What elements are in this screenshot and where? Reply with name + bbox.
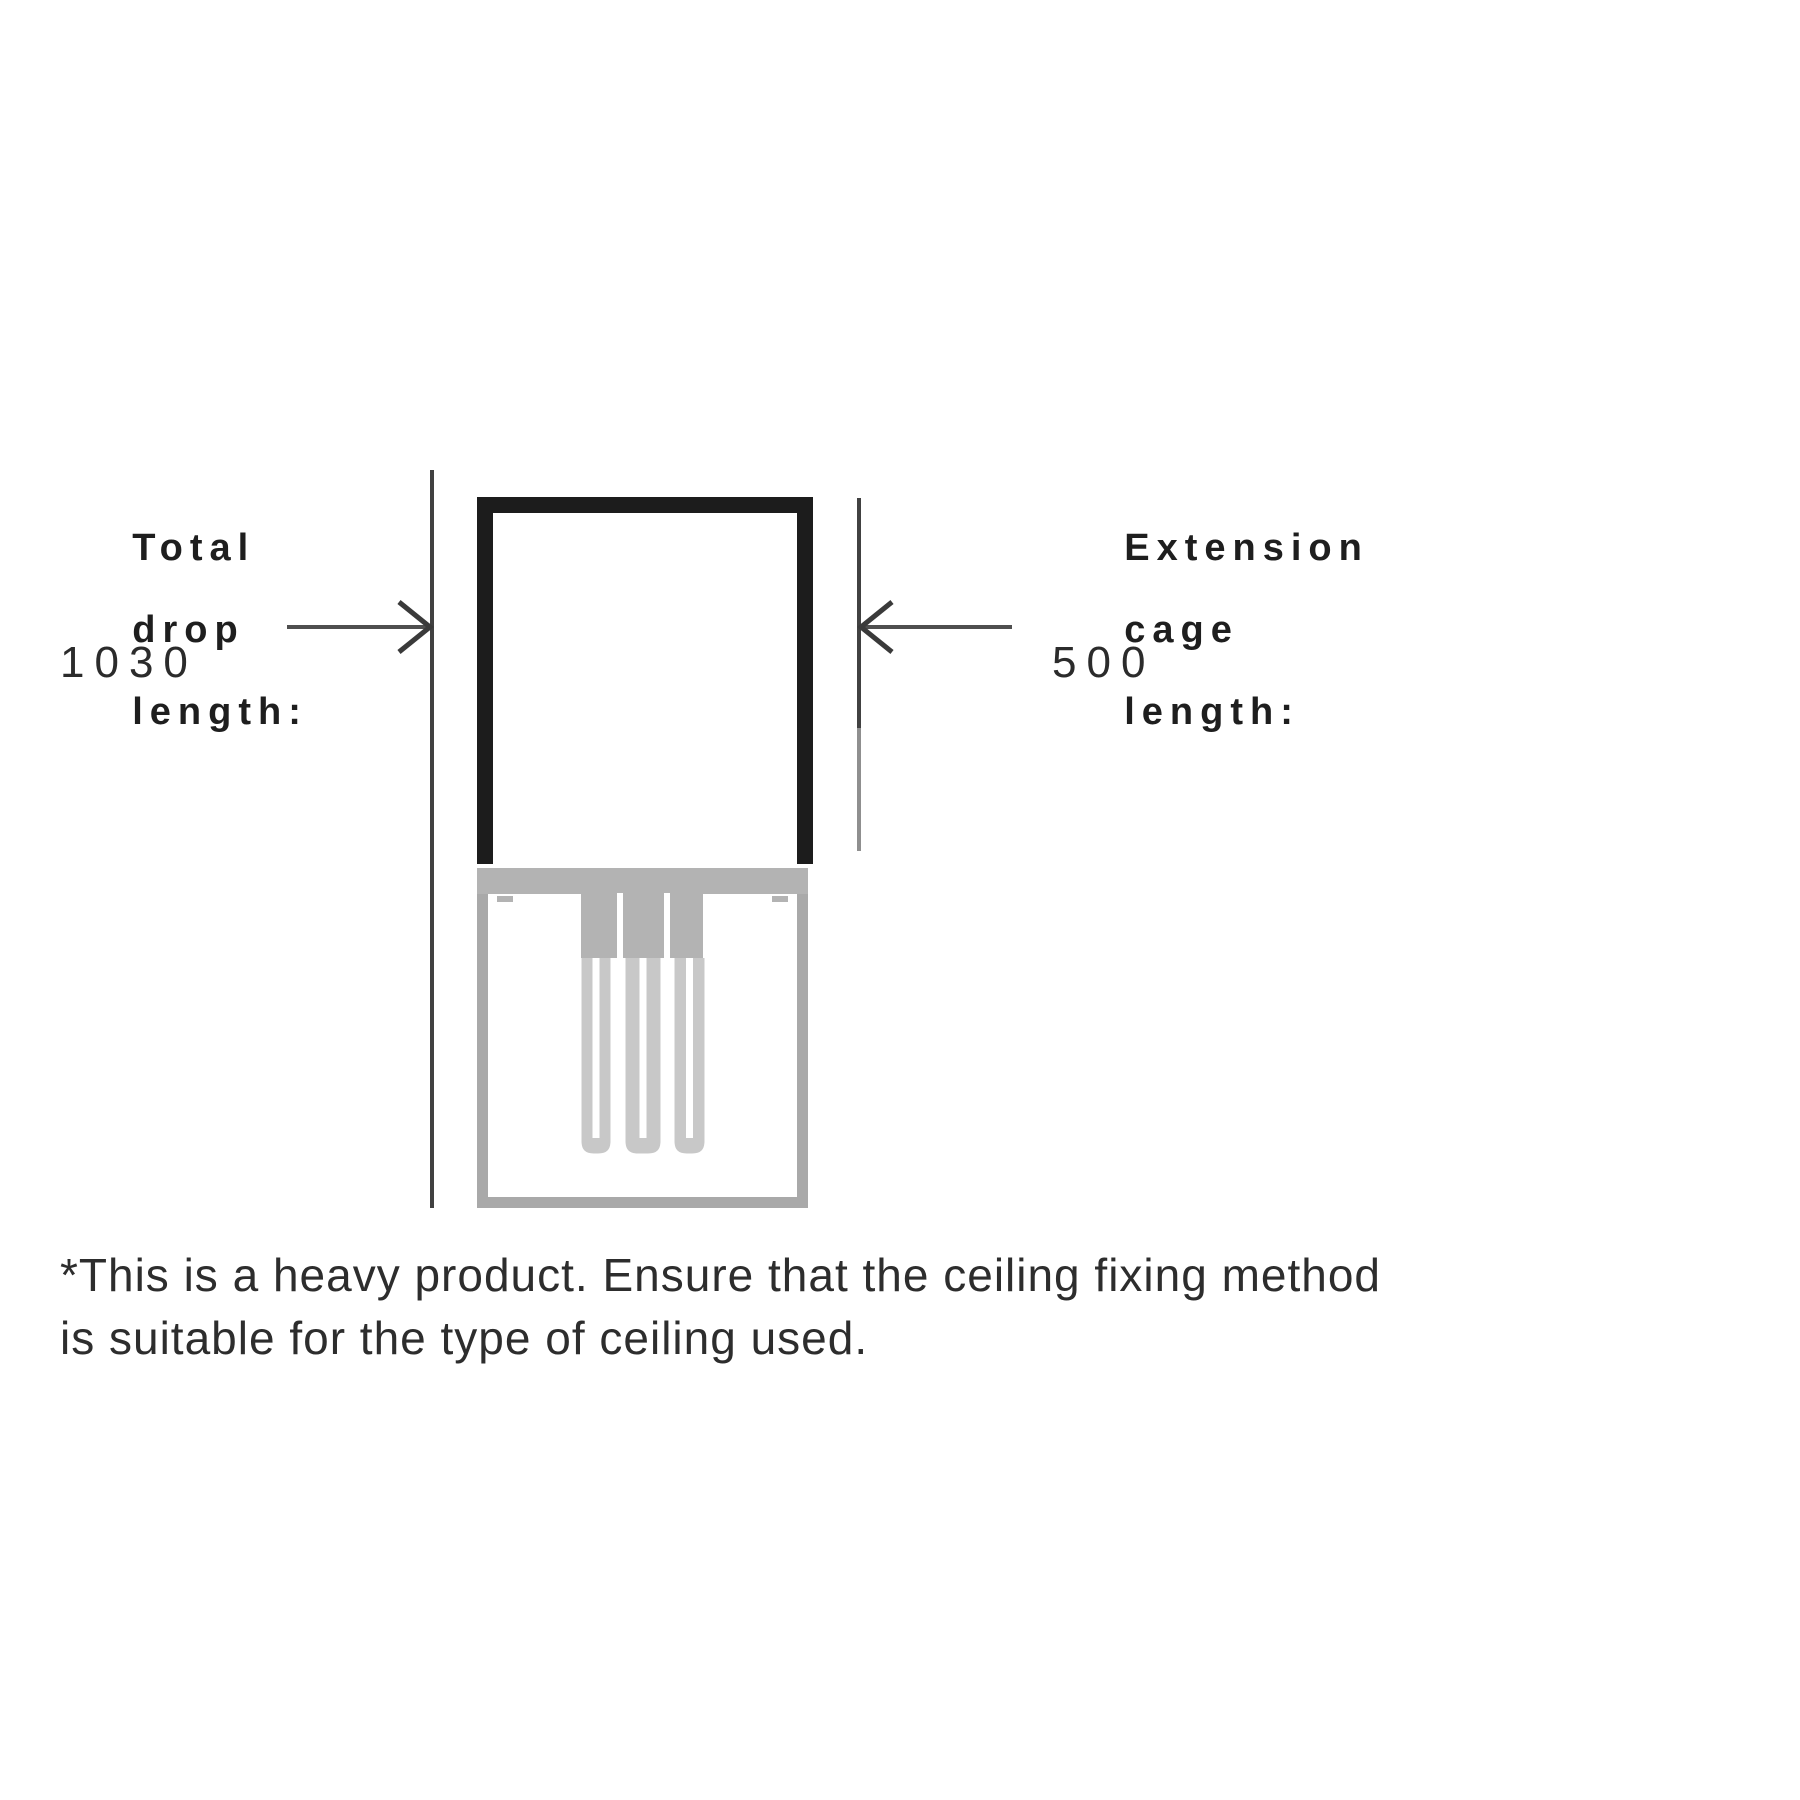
- total-drop-label: [62, 487, 308, 774]
- heavy-product-note-line-2: is suitable for the type of ceiling used.: [60, 1312, 869, 1364]
- total-drop-label-line-3: length:: [132, 691, 308, 733]
- total-drop-label-line-2: drop: [132, 609, 245, 651]
- fixture-stem-gap-1: [617, 893, 623, 958]
- heavy-product-note-line-1: *This is a heavy product. Ensure that the ceiling fixing method: [60, 1249, 1382, 1301]
- total-drop-label-line-1: Total: [132, 527, 256, 569]
- heavy-product-note: [60, 1244, 1560, 1370]
- extension-cage-value: 500: [1052, 638, 1156, 687]
- fixture-tube-3-highlight: [686, 958, 693, 1138]
- fixture-tick-right: [772, 896, 788, 902]
- extension-cage-label: [1054, 487, 1369, 774]
- fixture-canopy: [477, 868, 808, 894]
- extension-cage-label-line-3: length:: [1124, 691, 1300, 733]
- fixture-stem-gap-2: [664, 893, 670, 958]
- total-drop-value: 1030: [60, 638, 198, 687]
- fixture-stem-block: [581, 893, 703, 958]
- fixture-tick-left: [497, 896, 513, 902]
- extension-cage-label-line-2: cage: [1124, 609, 1239, 651]
- fixture-tube-2-highlight: [640, 958, 647, 1138]
- fixture-tube-1-highlight: [593, 958, 600, 1138]
- extension-cage-label-line-1: Extension: [1124, 527, 1369, 569]
- extension-cage-outline: [485, 505, 805, 864]
